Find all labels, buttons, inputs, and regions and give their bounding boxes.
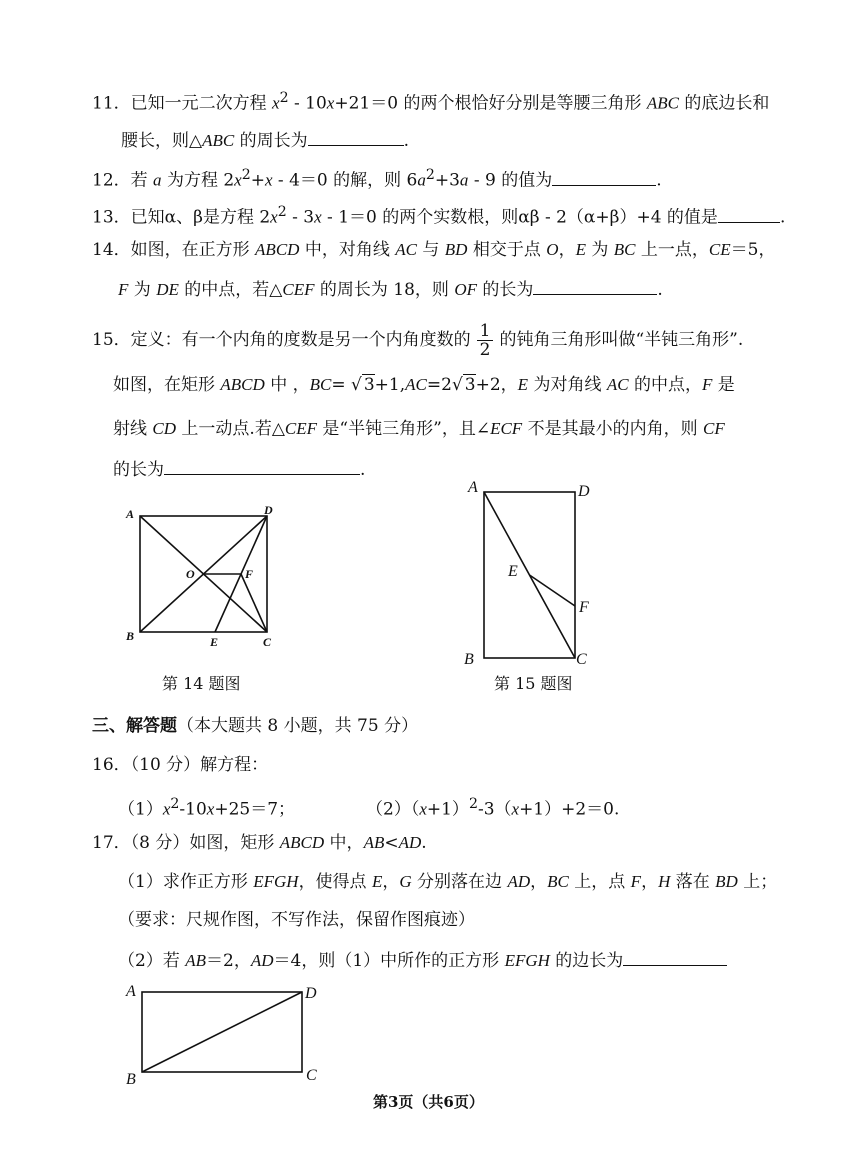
q11-line2: 腰长，则△ABC 的周长为 . <box>121 127 409 153</box>
label-a: A <box>126 507 135 521</box>
q14-line2: F 为 DE 的中点，若△CEF 的周长为 18，则 OF 的长为 . <box>118 276 663 302</box>
segment-ef <box>530 575 576 606</box>
q17-part2: （2）若 AB＝2，AD＝4，则（1）中所作的正方形 EFGH 的边长为 <box>118 947 727 973</box>
label-c: C <box>306 1067 317 1084</box>
q13-answer-blank[interactable] <box>718 204 780 223</box>
figure-15 <box>460 474 600 670</box>
q17-title: 17．（8 分）如图，矩形 ABCD 中，AB<AD. <box>92 833 427 853</box>
q16-title: 16．（10 分）解方程： <box>92 755 269 775</box>
diagonal-bd <box>142 992 302 1072</box>
label-d: D <box>305 985 317 1002</box>
label-d: D <box>264 503 273 517</box>
label-c: C <box>263 635 272 649</box>
q17-part1: （1）求作正方形 EFGH，使得点 E，G 分别落在边 AD，BC 上，点 F，H 落在 BD 上； <box>118 872 778 892</box>
label-a: A <box>126 983 136 1000</box>
q12-answer-blank[interactable] <box>552 167 656 186</box>
figure-14-caption: 第 14 题图 <box>162 674 241 693</box>
label-b: B <box>126 629 135 643</box>
q13-line: 13．已知α、β是方程 $2x^2 - 3x - 1=0$ 的两个实数根，则αβ - 2（α+β）+4 的值是 . <box>92 204 786 228</box>
figure-15-caption: 第 15 题图 <box>494 674 573 693</box>
label-e: E <box>210 635 219 649</box>
q16-part2: $(2)(x+1)^2-3(x+1)+2=0$. <box>366 796 620 820</box>
fraction-one-half: $\frac{1}{2}$ <box>477 322 494 359</box>
label-d: D <box>578 483 590 500</box>
label-c: C <box>576 651 587 668</box>
q16-part1: $(1)x^2-10x+25=7$； <box>118 796 296 820</box>
q17-requirement: （要求：尺规作图，不写作法，保留作图痕迹） <box>118 910 475 930</box>
q14-answer-blank[interactable] <box>533 276 657 295</box>
q15-line3: 射线 CD 上一动点.若△CEF 是“半钝三角形”，且∠ECF 不是其最小的内角，则 CF <box>113 419 725 439</box>
label-b: B <box>464 651 474 668</box>
label-a: A <box>468 479 478 496</box>
q15-answer-blank[interactable] <box>164 456 360 475</box>
label-o: O <box>186 567 195 581</box>
figure-14 <box>120 498 290 658</box>
segment-cf <box>241 574 267 632</box>
q15-line1: 15．定义：有一个内角的度数是另一个内角度数的 $\frac{1}{2}$ 的钝角三角形叫做“半钝三角形”. <box>92 321 744 360</box>
label-f: F <box>245 567 254 581</box>
label-e: E <box>508 563 518 580</box>
q15-line2: 如图，在矩形 ABCD 中 ，BC= √ 3+1,AC=2√ 3+2，E 为对角线 AC 的中点，F 是 <box>113 375 735 395</box>
label-b: B <box>126 1071 136 1088</box>
figure-17 <box>120 980 330 1090</box>
q12-line: 12．若 a 为方程 $2x^2+x - 4=0$ 的解，则 $6a^2+3a - 9$ 的值为 . <box>92 167 662 191</box>
q11-line1: 11．已知一元二次方程 $x^2 - 10x+21=0$ 的两个根恰好分别是等腰三角形 ABC 的底边长和 <box>92 90 770 114</box>
section-3-heading: 三、解答题（本大题共 8 小题，共 75 分） <box>92 716 419 736</box>
label-f: F <box>579 599 589 616</box>
q15-line4: 的长为 . <box>113 456 365 482</box>
q17-answer-blank[interactable] <box>623 947 727 966</box>
q11-answer-blank[interactable] <box>308 127 404 146</box>
q14-line1: 14．如图，在正方形 ABCD 中，对角线 AC 与 BD 相交于点 O，E 为 BC 上一点，CE＝5， <box>92 240 776 260</box>
page-footer: 第3页（共6页） <box>373 1093 484 1111</box>
